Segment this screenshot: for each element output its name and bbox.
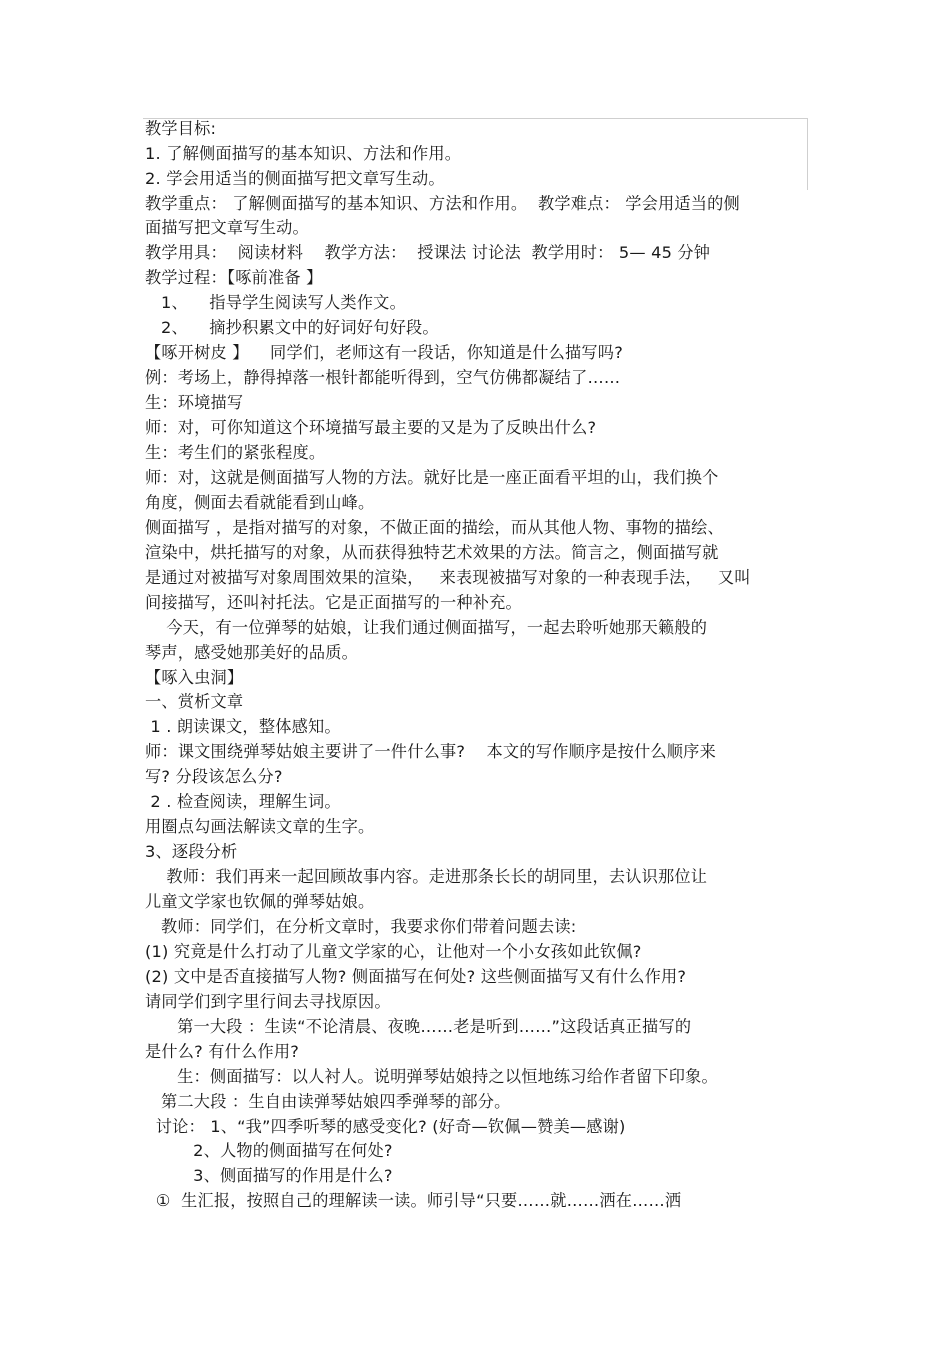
text-line: 教师：我们再来一起回顾故事内容。走进那条长长的胡同里，去认识那位让 [145, 867, 708, 886]
text-line: 请同学们到字里行间去寻找原因。 [145, 992, 391, 1011]
text-line: 【啄开树皮 】 同学们，老师这有一段话，你知道是什么描写吗? [145, 343, 623, 362]
text-line: 3、侧面描写的作用是什么? [145, 1166, 393, 1185]
text-line: 间接描写，还叫衬托法。它是正面描写的一种补充。 [145, 593, 522, 612]
text-line: 教学重点： 了解侧面描写的基本知识、方法和作用。 教学难点： 学会用适当的侧 [145, 194, 740, 213]
text-line: (1) 究竟是什么打动了儿童文学家的心，让他对一个小女孩如此钦佩? [145, 942, 642, 961]
text-line: 1、 指导学生阅读写人类作文。 [145, 293, 406, 312]
text-line: 2. 学会用适当的侧面描写把文章写生动。 [145, 169, 445, 188]
frame-line [807, 118, 808, 190]
text-line: 用圈点勾画法解读文章的生字。 [145, 817, 375, 836]
text-line: 是通过对被描写对象周围效果的渲染， 来表现被描写对象的一种表现手法， 又叫 [145, 568, 751, 587]
text-line: 教学过程：【啄前准备 】 [145, 268, 323, 287]
text-line: 第一大段 ：生读“不论清晨、夜晚……老是听到……”这段话真正描写的 [145, 1017, 692, 1036]
text-line: 生：侧面描写：以人衬人。说明弹琴姑娘持之以恒地练习给作者留下印象。 [145, 1067, 718, 1086]
text-line: 教师：同学们，在分析文章时，我要求你们带着问题去读: [145, 917, 577, 936]
text-line: 生：考生们的紧张程度。 [145, 443, 326, 462]
text-line: 师：对，这就是侧面描写人物的方法。就好比是一座正面看平坦的山，我们换个 [145, 468, 719, 487]
text-line: 1 . 朗读课文，整体感知。 [145, 717, 341, 736]
text-line: 2、人物的侧面描写在何处? [145, 1141, 393, 1160]
text-line: 讨论： 1、“我”四季听琴的感受变化? (好奇—钦佩—赞美—感谢) [145, 1117, 626, 1136]
text-line: 2 . 检查阅读，理解生词。 [145, 792, 341, 811]
text-line: 是什么? 有什么作用? [145, 1042, 300, 1061]
text-line: 2、 摘抄积累文中的好词好句好段。 [145, 318, 439, 337]
text-line: 面描写把文章写生动。 [145, 218, 309, 237]
text-line: (2) 文中是否直接描写人物? 侧面描写在何处? 这些侧面描写又有什么作用? [145, 967, 687, 986]
text-line: 师：对，可你知道这个环境描写最主要的又是为了反映出什么? [145, 418, 597, 437]
text-line: 例：考场上，静得掉落一根针都能听得到，空气仿佛都凝结了…… [145, 368, 621, 387]
text-line: 渲染中，烘托描写的对象，从而获得独特艺术效果的方法。简言之，侧面描写就 [145, 543, 719, 562]
text-line: 教学目标: [145, 119, 217, 138]
text-line: 3、逐段分析 [145, 842, 238, 861]
text-line: 侧面描写 ，是指对描写的对象，不做正面的描绘，而从其他人物、事物的描绘、 [145, 518, 724, 537]
text-line: 第二大段 ：生自由读弹琴姑娘四季弹琴的部分。 [145, 1092, 511, 1111]
text-line: 儿童文学家也钦佩的弹琴姑娘。 [145, 892, 375, 911]
text-line: 教学用具： 阅读材料 教学方法： 授课法 讨论法 教学用时： 5— 45 分钟 [145, 243, 711, 262]
text-line: 1. 了解侧面描写的基本知识、方法和作用。 [145, 144, 462, 163]
text-line: 一、赏析文章 [145, 692, 244, 711]
frame-line [143, 118, 808, 119]
text-line: 琴声，感受她那美好的品质。 [145, 643, 359, 662]
text-line: 角度，侧面去看就能看到山峰。 [145, 493, 375, 512]
text-line: 【啄入虫洞】 [145, 668, 244, 687]
text-line: 写? 分段该怎么分? [145, 767, 283, 786]
text-line: 今天，有一位弹琴的姑娘，让我们通过侧面描写，一起去聆听她那天籁般的 [145, 618, 708, 637]
text-line: 师：课文围绕弹琴姑娘主要讲了一件什么事? 本文的写作顺序是按什么顺序来 [145, 742, 716, 761]
text-line: ① 生汇报，按照自己的理解读一读。师引导“只要……就……洒在……洒 [145, 1191, 682, 1210]
text-line: 生：环境描写 [145, 393, 244, 412]
